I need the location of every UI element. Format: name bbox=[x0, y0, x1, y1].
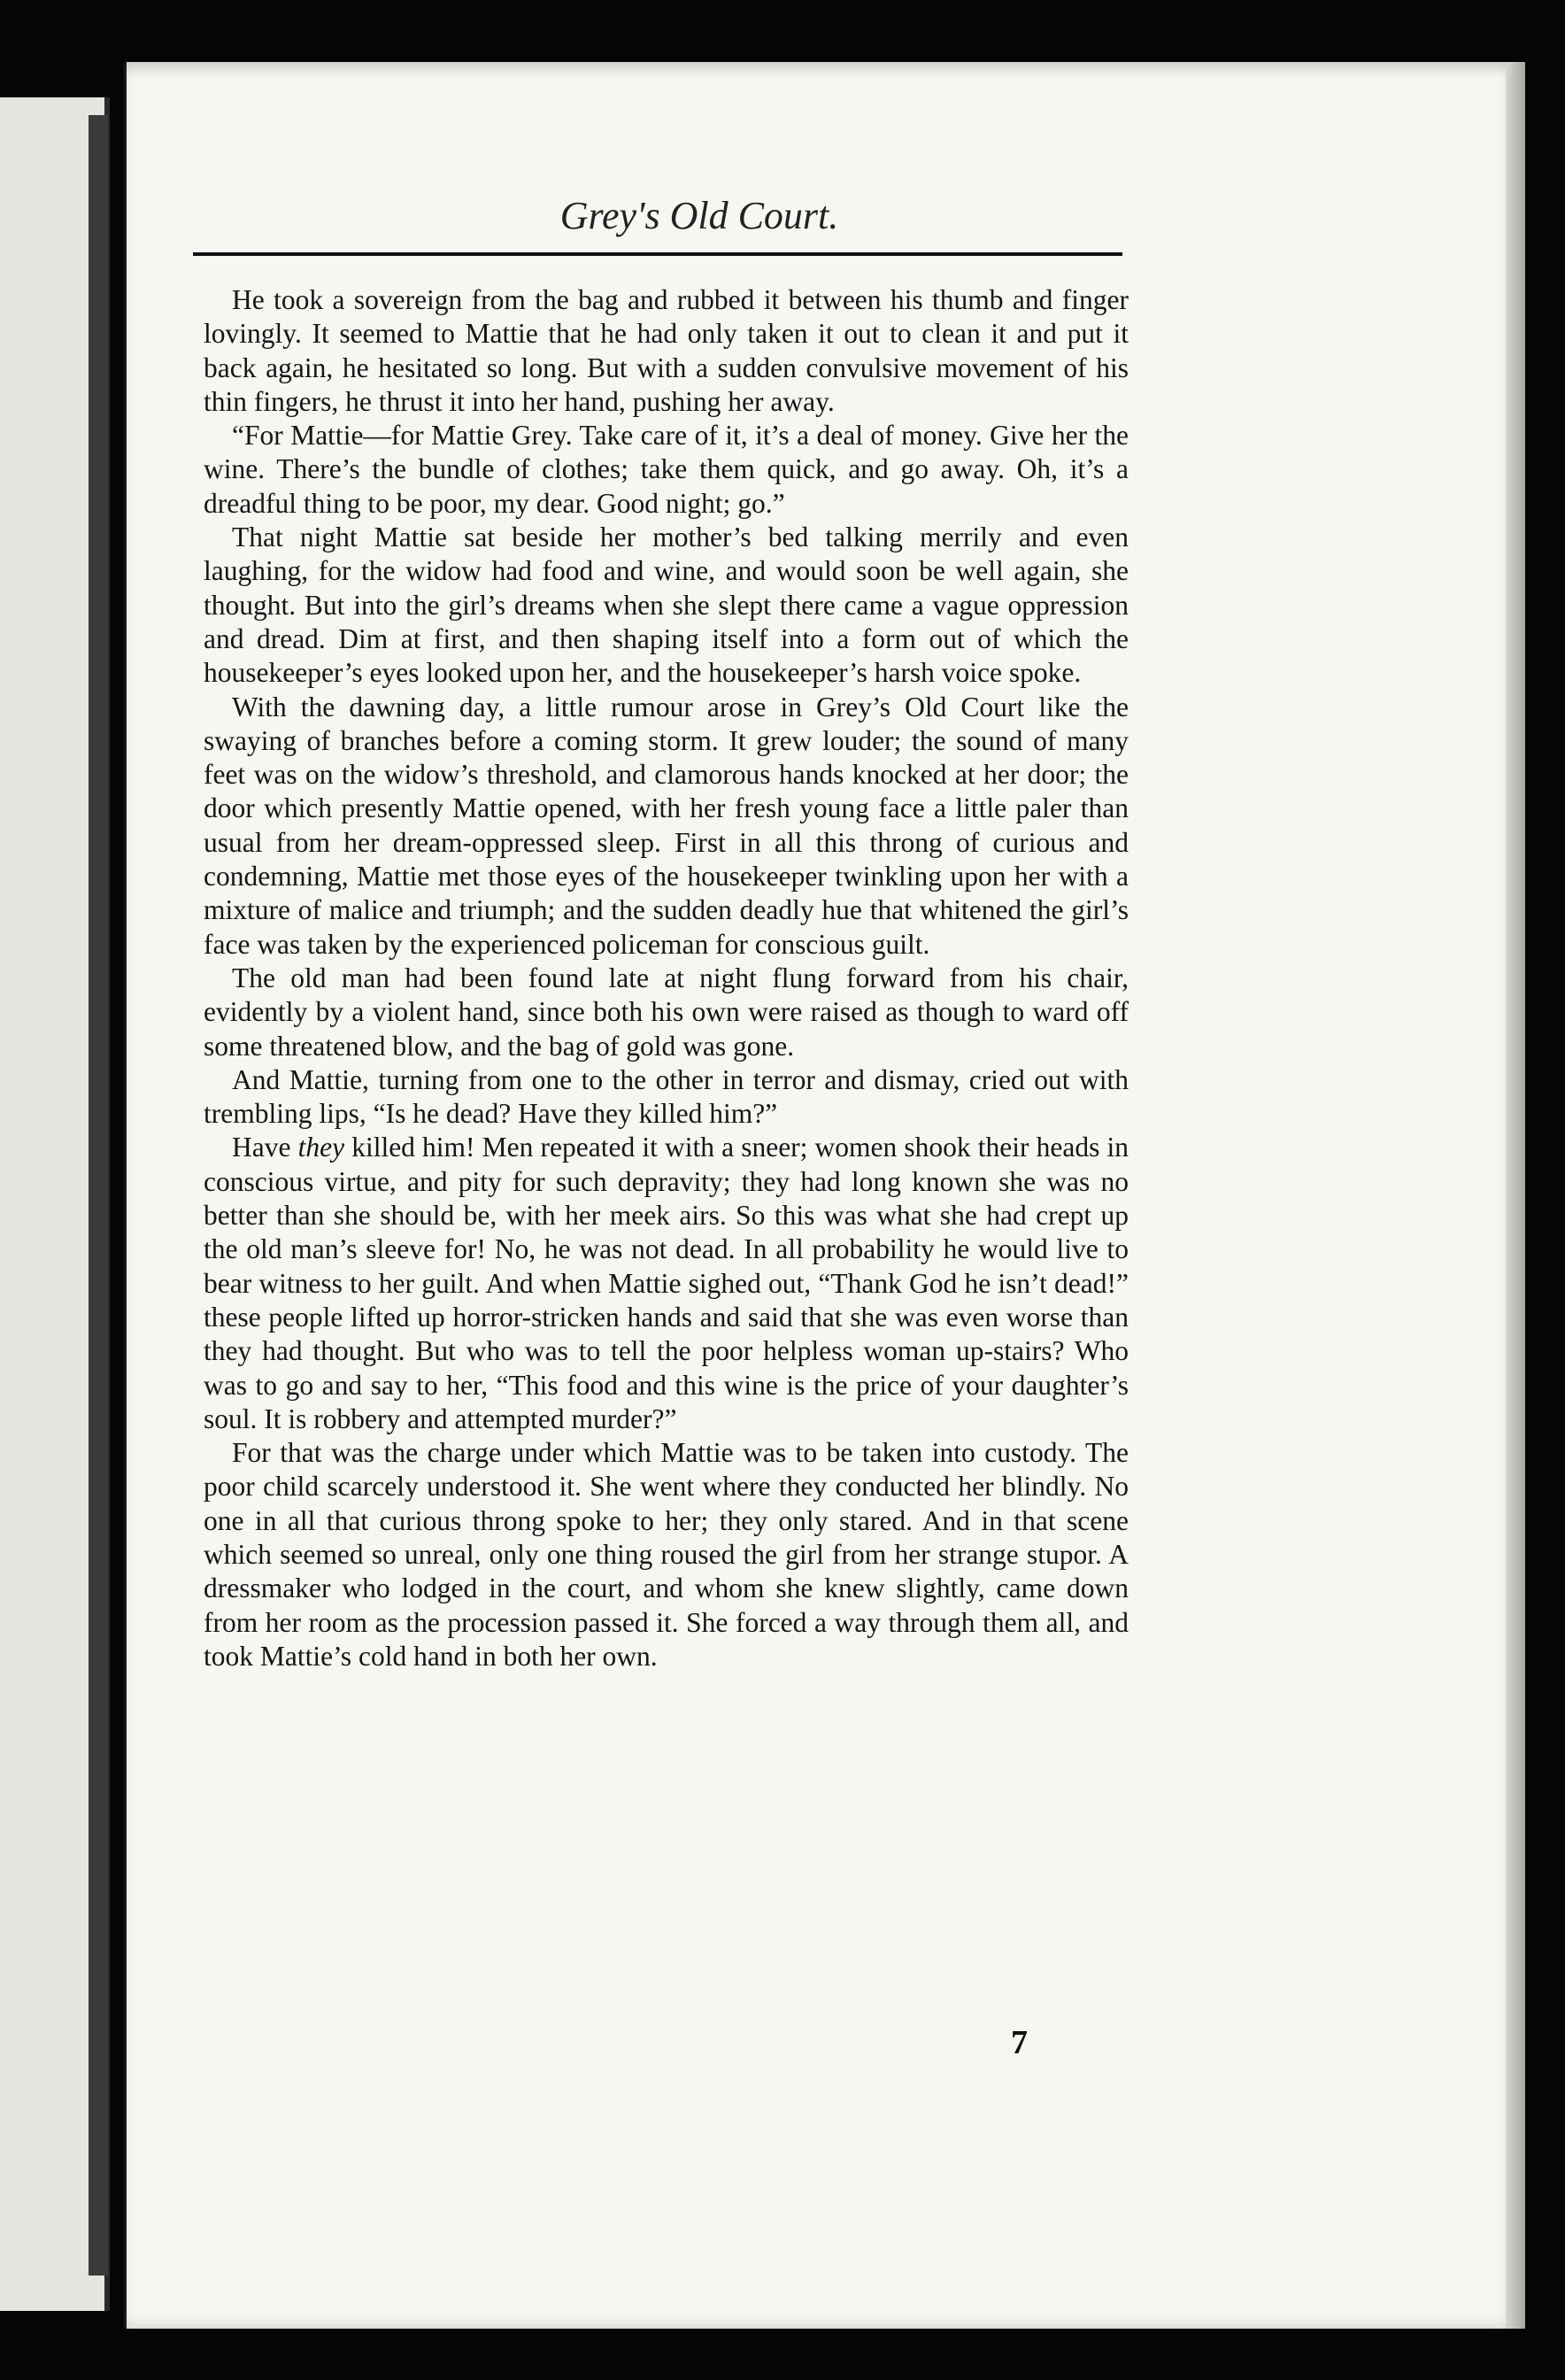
paragraph: He took a sovereign from the bag and rubbed it between his thumb and finger lovingly. It seemed to Mattie that he had only taken it out to clean it and put it back again, he hesitated so long. But with a sudden convulsive movement of his thin fingers, he thrust it into her hand, pushing her away. bbox=[204, 284, 1129, 417]
paragraph: With the dawning day, a little rumour arose in Grey’s Old Court like the swaying of branches before a coming storm. It grew louder; the sound of many feet was on the widow’s threshold, and clamorous hands knocked at her door; the door which presently Mattie opened, with her fresh young face a little paler than usual from her dream-oppressed sleep. First in all this throng of curious and condemning, Mattie met those eyes of the housekeeper twinkling upon her with a mixture of malice and triumph; and the sudden deadly hue that whitened the girl’s face was taken by the experienced policeman for conscious guilt. bbox=[204, 691, 1129, 960]
paragraph: That night Mattie sat beside her mother’s bed talking merrily and even laughing, for the widow had food and wine, and would soon be well again, she thought. But into the girl’s dreams when she slept there came a vague oppression and dread. Dim at first, and then shaping itself into a form out of which the housekeeper’s eyes looked upon her, and the housekeeper’s harsh voice spoke. bbox=[204, 522, 1129, 689]
paragraph: The old man had been found late at night flung forward from his chair, evidently by a violent hand, since both his own were raised as though to ward off some threatened blow, and the bag of gold was gone. bbox=[204, 962, 1129, 1062]
running-head: Grey's Old Court. bbox=[559, 194, 839, 237]
book-spine bbox=[89, 115, 108, 2276]
page-edge-shadow bbox=[1506, 62, 1525, 2329]
page-number: 7 bbox=[1011, 2024, 1028, 2061]
emphasis: they bbox=[297, 1132, 345, 1163]
paragraph: For that was the charge under which Mattie was to be taken into custody. The poor child scarcely understood it. She went where they conducted her blindly. No one in all that curious throng spoke to her; they only stared. And in that scene which seemed so unreal, only one thing roused the girl from her strange stupor. A dressmaker who lodged in the court, and whom she knew slightly, came down from her room as the procession passed it. She forced a way through them all, and took Mattie’s cold hand in both her own. bbox=[204, 1437, 1129, 1672]
header-rule bbox=[193, 252, 1122, 256]
paragraph: “For Mattie—for Mattie Grey. Take care of it, it’s a deal of money. Give her the wine. There’s the bundle of clothes; take them quick, and go away. Oh, it’s a dreadful thing to be poor, my dear. Good night; go.” bbox=[204, 420, 1129, 519]
body-text bbox=[204, 283, 1129, 1673]
paragraph: Have they killed him! Men repeated it with a sneer; women shook their heads in conscious virtue, and pity for such depravity; they had long known she was no better than she should be, with her meek airs. So this was what she had crept up the old man’s sleeve for! No, he was not dead. In all probability he would live to bear witness to her guilt. And when Mattie sighed out, “Thank God he isn’t dead!” these people lifted up horror-stricken hands and said that she was even worse than they had thought. But who was to tell the poor helpless woman up-stairs? Who was to go and say to her, “This food and this wine is the price of your daughter’s soul. It is robbery and attempted murder?” bbox=[204, 1132, 1129, 1434]
paragraph: And Mattie, turning from one to the other in terror and dismay, cried out with trembling lips, “Is he dead? Have they killed him?” bbox=[204, 1063, 1129, 1130]
